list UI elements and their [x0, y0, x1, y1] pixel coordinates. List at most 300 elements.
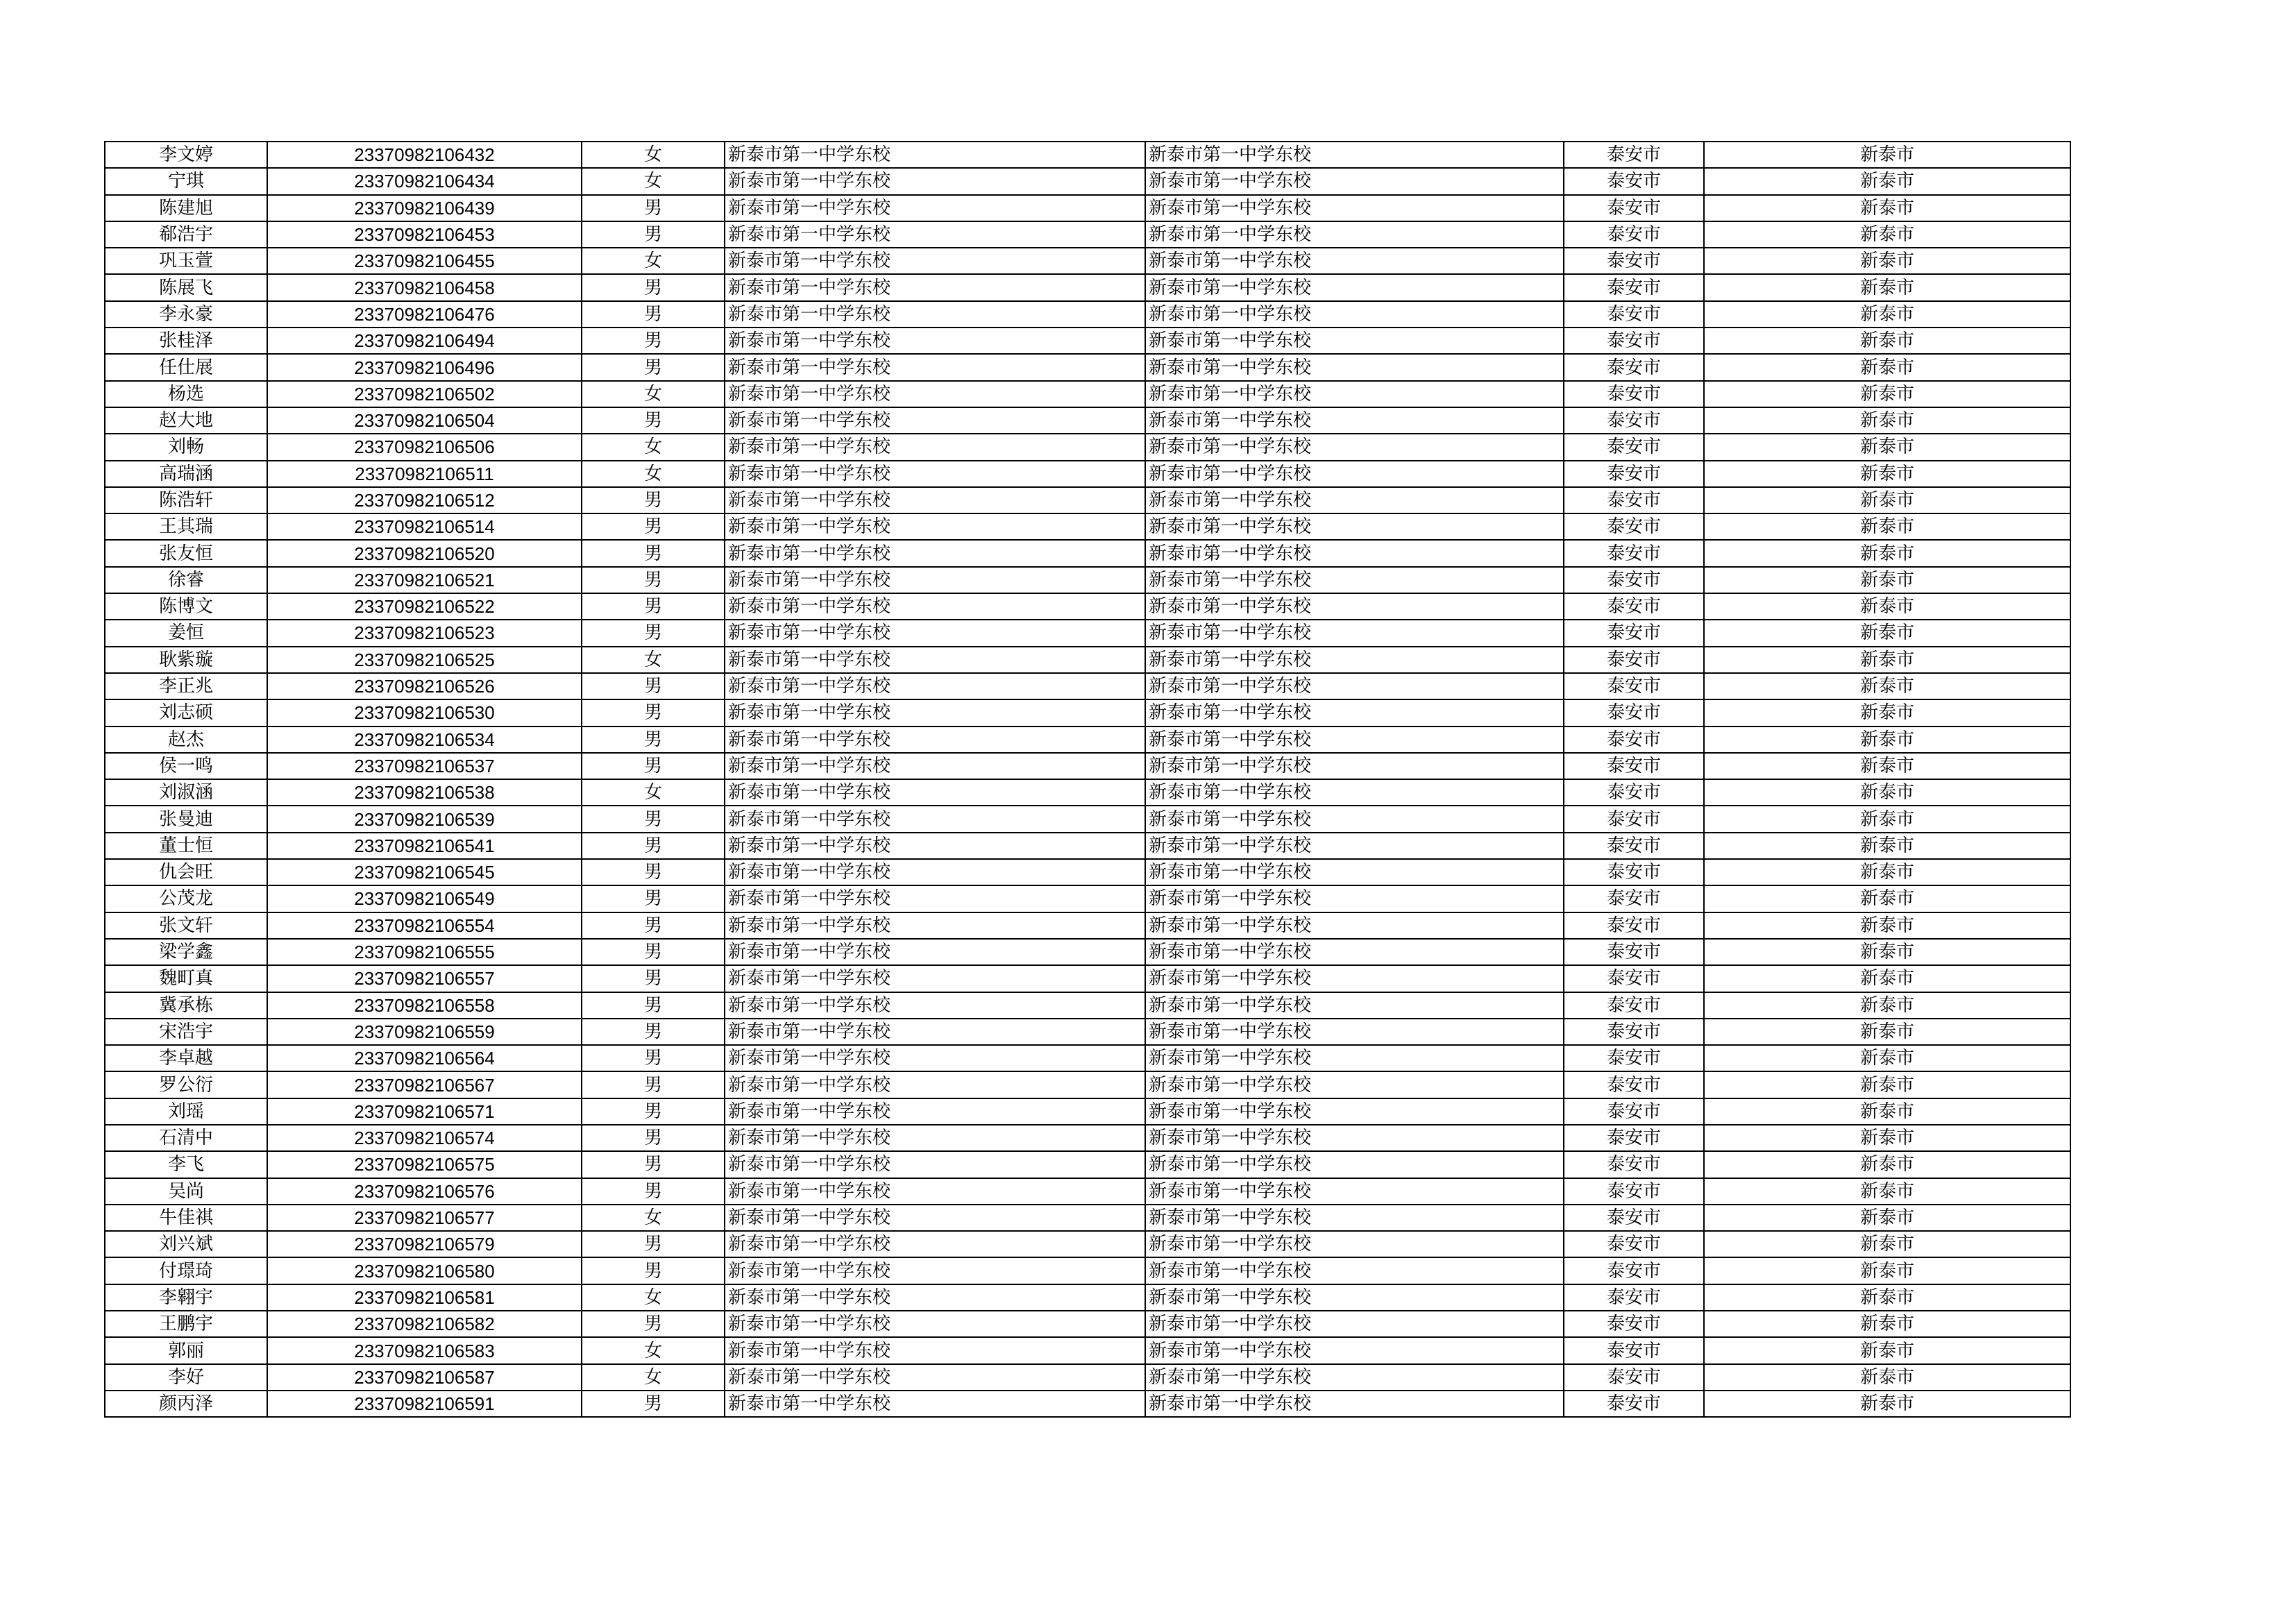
city-cell: 泰安市 — [1564, 1071, 1704, 1098]
exam-number-cell: 23370982106558 — [267, 992, 582, 1019]
county-cell: 新泰市 — [1704, 1178, 2070, 1205]
county-cell: 新泰市 — [1704, 593, 2070, 620]
table-body — [105, 142, 2070, 1417]
gender-cell: 男 — [582, 487, 725, 513]
registered-school-cell: 新泰市第一中学东校 — [1145, 673, 1564, 699]
student-name-cell: 高瑞涵 — [105, 461, 267, 487]
gender-cell: 女 — [582, 1205, 725, 1231]
school-cell: 新泰市第一中学东校 — [725, 1071, 1145, 1098]
county-cell: 新泰市 — [1704, 939, 2070, 965]
table-row — [105, 1205, 2070, 1231]
table-row — [105, 699, 2070, 726]
gender-cell: 男 — [582, 593, 725, 620]
gender-cell: 男 — [582, 1098, 725, 1125]
table-row — [105, 939, 2070, 965]
county-cell: 新泰市 — [1704, 1257, 2070, 1284]
gender-cell: 男 — [582, 567, 725, 593]
county-cell: 新泰市 — [1704, 301, 2070, 328]
city-cell: 泰安市 — [1564, 248, 1704, 274]
registered-school-cell: 新泰市第一中学东校 — [1145, 1311, 1564, 1337]
county-cell: 新泰市 — [1704, 1337, 2070, 1363]
county-cell: 新泰市 — [1704, 1311, 2070, 1337]
gender-cell: 女 — [582, 647, 725, 673]
registered-school-cell: 新泰市第一中学东校 — [1145, 274, 1564, 300]
school-cell: 新泰市第一中学东校 — [725, 195, 1145, 221]
city-cell: 泰安市 — [1564, 806, 1704, 832]
exam-number-cell: 23370982106453 — [267, 221, 582, 248]
school-cell: 新泰市第一中学东校 — [725, 487, 1145, 513]
table-row — [105, 1125, 2070, 1151]
school-cell: 新泰市第一中学东校 — [725, 593, 1145, 620]
table-row — [105, 1098, 2070, 1125]
city-cell: 泰安市 — [1564, 328, 1704, 354]
city-cell: 泰安市 — [1564, 1284, 1704, 1311]
exam-number-cell: 23370982106557 — [267, 965, 582, 992]
table-row — [105, 885, 2070, 912]
exam-number-cell: 23370982106526 — [267, 673, 582, 699]
gender-cell: 男 — [582, 1231, 725, 1257]
school-cell: 新泰市第一中学东校 — [725, 1045, 1145, 1071]
table-row — [105, 1151, 2070, 1178]
county-cell: 新泰市 — [1704, 1364, 2070, 1391]
gender-cell: 女 — [582, 142, 725, 168]
table-row — [105, 965, 2070, 992]
school-cell: 新泰市第一中学东校 — [725, 274, 1145, 300]
city-cell: 泰安市 — [1564, 301, 1704, 328]
student-name-cell: 李好 — [105, 1364, 267, 1391]
gender-cell: 女 — [582, 1337, 725, 1363]
student-name-cell: 王鹏宇 — [105, 1311, 267, 1337]
gender-cell: 男 — [582, 620, 725, 646]
city-cell: 泰安市 — [1564, 1205, 1704, 1231]
table-row — [105, 859, 2070, 885]
city-cell: 泰安市 — [1564, 1045, 1704, 1071]
school-cell: 新泰市第一中学东校 — [725, 647, 1145, 673]
student-name-cell: 李飞 — [105, 1151, 267, 1178]
registered-school-cell: 新泰市第一中学东校 — [1145, 1231, 1564, 1257]
exam-number-cell: 23370982106521 — [267, 567, 582, 593]
county-cell: 新泰市 — [1704, 833, 2070, 859]
registered-school-cell: 新泰市第一中学东校 — [1145, 806, 1564, 832]
city-cell: 泰安市 — [1564, 885, 1704, 912]
school-cell: 新泰市第一中学东校 — [725, 301, 1145, 328]
city-cell: 泰安市 — [1564, 593, 1704, 620]
gender-cell: 男 — [582, 354, 725, 380]
table-row — [105, 434, 2070, 460]
registered-school-cell: 新泰市第一中学东校 — [1145, 461, 1564, 487]
city-cell: 泰安市 — [1564, 354, 1704, 380]
city-cell: 泰安市 — [1564, 1257, 1704, 1284]
gender-cell: 男 — [582, 673, 725, 699]
table-row — [105, 1231, 2070, 1257]
student-name-cell: 张友恒 — [105, 540, 267, 566]
table-row — [105, 593, 2070, 620]
city-cell: 泰安市 — [1564, 647, 1704, 673]
student-name-cell: 徐睿 — [105, 567, 267, 593]
table-row — [105, 1364, 2070, 1391]
gender-cell: 女 — [582, 461, 725, 487]
exam-number-cell: 23370982106541 — [267, 833, 582, 859]
school-cell: 新泰市第一中学东校 — [725, 1337, 1145, 1363]
school-cell: 新泰市第一中学东校 — [725, 1311, 1145, 1337]
county-cell: 新泰市 — [1704, 513, 2070, 540]
school-cell: 新泰市第一中学东校 — [725, 142, 1145, 168]
city-cell: 泰安市 — [1564, 407, 1704, 434]
county-cell: 新泰市 — [1704, 620, 2070, 646]
county-cell: 新泰市 — [1704, 912, 2070, 939]
school-cell: 新泰市第一中学东校 — [725, 1391, 1145, 1417]
table-row — [105, 1045, 2070, 1071]
school-cell: 新泰市第一中学东校 — [725, 434, 1145, 460]
county-cell: 新泰市 — [1704, 461, 2070, 487]
county-cell: 新泰市 — [1704, 567, 2070, 593]
student-name-cell: 刘志硕 — [105, 699, 267, 726]
exam-number-cell: 23370982106496 — [267, 354, 582, 380]
table-row — [105, 1019, 2070, 1045]
city-cell: 泰安市 — [1564, 1311, 1704, 1337]
exam-number-cell: 23370982106582 — [267, 1311, 582, 1337]
city-cell: 泰安市 — [1564, 221, 1704, 248]
table-row — [105, 647, 2070, 673]
gender-cell: 男 — [582, 1045, 725, 1071]
table-row — [105, 912, 2070, 939]
table-row — [105, 328, 2070, 354]
student-name-cell: 颜丙泽 — [105, 1391, 267, 1417]
city-cell: 泰安市 — [1564, 912, 1704, 939]
county-cell: 新泰市 — [1704, 647, 2070, 673]
city-cell: 泰安市 — [1564, 381, 1704, 407]
table-row — [105, 142, 2070, 168]
student-name-cell: 张曼迪 — [105, 806, 267, 832]
gender-cell: 女 — [582, 434, 725, 460]
county-cell: 新泰市 — [1704, 753, 2070, 779]
school-cell: 新泰市第一中学东校 — [725, 407, 1145, 434]
exam-number-cell: 23370982106545 — [267, 859, 582, 885]
gender-cell: 男 — [582, 833, 725, 859]
gender-cell: 男 — [582, 1125, 725, 1151]
table-row — [105, 407, 2070, 434]
county-cell: 新泰市 — [1704, 1391, 2070, 1417]
gender-cell: 女 — [582, 168, 725, 194]
city-cell: 泰安市 — [1564, 461, 1704, 487]
gender-cell: 男 — [582, 726, 725, 753]
county-cell: 新泰市 — [1704, 699, 2070, 726]
exam-number-cell: 23370982106539 — [267, 806, 582, 832]
registered-school-cell: 新泰市第一中学东校 — [1145, 620, 1564, 646]
gender-cell: 女 — [582, 381, 725, 407]
exam-number-cell: 23370982106574 — [267, 1125, 582, 1151]
city-cell: 泰安市 — [1564, 833, 1704, 859]
table-row — [105, 168, 2070, 194]
student-name-cell: 侯一鸣 — [105, 753, 267, 779]
student-name-cell: 陈博文 — [105, 593, 267, 620]
gender-cell: 男 — [582, 806, 725, 832]
gender-cell: 男 — [582, 221, 725, 248]
student-name-cell: 李文婷 — [105, 142, 267, 168]
county-cell: 新泰市 — [1704, 221, 2070, 248]
registered-school-cell: 新泰市第一中学东校 — [1145, 1284, 1564, 1311]
student-name-cell: 刘兴斌 — [105, 1231, 267, 1257]
exam-number-cell: 23370982106432 — [267, 142, 582, 168]
student-name-cell: 赵大地 — [105, 407, 267, 434]
gender-cell: 男 — [582, 513, 725, 540]
student-name-cell: 李卓越 — [105, 1045, 267, 1071]
county-cell: 新泰市 — [1704, 1231, 2070, 1257]
registered-school-cell: 新泰市第一中学东校 — [1145, 833, 1564, 859]
school-cell: 新泰市第一中学东校 — [725, 540, 1145, 566]
gender-cell: 女 — [582, 1364, 725, 1391]
student-name-cell: 张桂泽 — [105, 328, 267, 354]
exam-number-cell: 23370982106564 — [267, 1045, 582, 1071]
registered-school-cell: 新泰市第一中学东校 — [1145, 1205, 1564, 1231]
school-cell: 新泰市第一中学东校 — [725, 248, 1145, 274]
student-name-cell: 杨选 — [105, 381, 267, 407]
gender-cell: 男 — [582, 859, 725, 885]
registered-school-cell: 新泰市第一中学东校 — [1145, 168, 1564, 194]
exam-number-cell: 23370982106580 — [267, 1257, 582, 1284]
exam-number-cell: 23370982106511 — [267, 461, 582, 487]
city-cell: 泰安市 — [1564, 859, 1704, 885]
city-cell: 泰安市 — [1564, 1098, 1704, 1125]
exam-number-cell: 23370982106502 — [267, 381, 582, 407]
student-name-cell: 郗浩宇 — [105, 221, 267, 248]
city-cell: 泰安市 — [1564, 434, 1704, 460]
exam-number-cell: 23370982106555 — [267, 939, 582, 965]
registered-school-cell: 新泰市第一中学东校 — [1145, 1257, 1564, 1284]
exam-number-cell: 23370982106522 — [267, 593, 582, 620]
county-cell: 新泰市 — [1704, 1098, 2070, 1125]
gender-cell: 男 — [582, 753, 725, 779]
county-cell: 新泰市 — [1704, 965, 2070, 992]
exam-number-cell: 23370982106581 — [267, 1284, 582, 1311]
registered-school-cell: 新泰市第一中学东校 — [1145, 939, 1564, 965]
city-cell: 泰安市 — [1564, 1337, 1704, 1363]
registered-school-cell: 新泰市第一中学东校 — [1145, 726, 1564, 753]
school-cell: 新泰市第一中学东校 — [725, 753, 1145, 779]
gender-cell: 男 — [582, 885, 725, 912]
table-row — [105, 992, 2070, 1019]
school-cell: 新泰市第一中学东校 — [725, 992, 1145, 1019]
county-cell: 新泰市 — [1704, 1151, 2070, 1178]
city-cell: 泰安市 — [1564, 1178, 1704, 1205]
table-row — [105, 620, 2070, 646]
exam-number-cell: 23370982106512 — [267, 487, 582, 513]
student-name-cell: 陈展飞 — [105, 274, 267, 300]
student-name-cell: 李永豪 — [105, 301, 267, 328]
student-name-cell: 刘淑涵 — [105, 779, 267, 806]
gender-cell: 男 — [582, 301, 725, 328]
county-cell: 新泰市 — [1704, 1284, 2070, 1311]
student-name-cell: 姜恒 — [105, 620, 267, 646]
student-name-cell: 公茂龙 — [105, 885, 267, 912]
table-row — [105, 753, 2070, 779]
exam-number-cell: 23370982106458 — [267, 274, 582, 300]
registered-school-cell: 新泰市第一中学东校 — [1145, 142, 1564, 168]
gender-cell: 男 — [582, 407, 725, 434]
gender-cell: 男 — [582, 195, 725, 221]
exam-number-cell: 23370982106439 — [267, 195, 582, 221]
registered-school-cell: 新泰市第一中学东校 — [1145, 248, 1564, 274]
school-cell: 新泰市第一中学东校 — [725, 726, 1145, 753]
exam-number-cell: 23370982106534 — [267, 726, 582, 753]
registered-school-cell: 新泰市第一中学东校 — [1145, 328, 1564, 354]
table-row — [105, 833, 2070, 859]
school-cell: 新泰市第一中学东校 — [725, 912, 1145, 939]
registered-school-cell: 新泰市第一中学东校 — [1145, 513, 1564, 540]
student-name-cell: 梁学鑫 — [105, 939, 267, 965]
registered-school-cell: 新泰市第一中学东校 — [1145, 434, 1564, 460]
county-cell: 新泰市 — [1704, 1019, 2070, 1045]
student-name-cell: 张文轩 — [105, 912, 267, 939]
table-row — [105, 1257, 2070, 1284]
table-row — [105, 1311, 2070, 1337]
city-cell: 泰安市 — [1564, 1364, 1704, 1391]
table-row — [105, 274, 2070, 300]
student-name-cell: 吴尚 — [105, 1178, 267, 1205]
gender-cell: 男 — [582, 1071, 725, 1098]
exam-number-cell: 23370982106455 — [267, 248, 582, 274]
gender-cell: 男 — [582, 540, 725, 566]
registered-school-cell: 新泰市第一中学东校 — [1145, 540, 1564, 566]
school-cell: 新泰市第一中学东校 — [725, 1125, 1145, 1151]
exam-number-cell: 23370982106576 — [267, 1178, 582, 1205]
registered-school-cell: 新泰市第一中学东校 — [1145, 354, 1564, 380]
city-cell: 泰安市 — [1564, 274, 1704, 300]
school-cell: 新泰市第一中学东校 — [725, 833, 1145, 859]
gender-cell: 男 — [582, 992, 725, 1019]
student-name-cell: 郭丽 — [105, 1337, 267, 1363]
student-roster-table — [104, 141, 2071, 1418]
city-cell: 泰安市 — [1564, 965, 1704, 992]
city-cell: 泰安市 — [1564, 168, 1704, 194]
student-name-cell: 牛佳祺 — [105, 1205, 267, 1231]
school-cell: 新泰市第一中学东校 — [725, 620, 1145, 646]
city-cell: 泰安市 — [1564, 992, 1704, 1019]
city-cell: 泰安市 — [1564, 753, 1704, 779]
student-name-cell: 陈浩轩 — [105, 487, 267, 513]
table-row — [105, 1337, 2070, 1363]
school-cell: 新泰市第一中学东校 — [725, 699, 1145, 726]
registered-school-cell: 新泰市第一中学东校 — [1145, 992, 1564, 1019]
county-cell: 新泰市 — [1704, 779, 2070, 806]
table-row — [105, 673, 2070, 699]
school-cell: 新泰市第一中学东校 — [725, 1098, 1145, 1125]
student-name-cell: 宋浩宇 — [105, 1019, 267, 1045]
school-cell: 新泰市第一中学东校 — [725, 168, 1145, 194]
school-cell: 新泰市第一中学东校 — [725, 673, 1145, 699]
gender-cell: 女 — [582, 1284, 725, 1311]
registered-school-cell: 新泰市第一中学东校 — [1145, 912, 1564, 939]
county-cell: 新泰市 — [1704, 168, 2070, 194]
county-cell: 新泰市 — [1704, 540, 2070, 566]
exam-number-cell: 23370982106494 — [267, 328, 582, 354]
registered-school-cell: 新泰市第一中学东校 — [1145, 1337, 1564, 1363]
school-cell: 新泰市第一中学东校 — [725, 1178, 1145, 1205]
student-name-cell: 董士恒 — [105, 833, 267, 859]
county-cell: 新泰市 — [1704, 487, 2070, 513]
registered-school-cell: 新泰市第一中学东校 — [1145, 647, 1564, 673]
registered-school-cell: 新泰市第一中学东校 — [1145, 407, 1564, 434]
student-name-cell: 石清中 — [105, 1125, 267, 1151]
student-name-cell: 付璟琦 — [105, 1257, 267, 1284]
county-cell: 新泰市 — [1704, 274, 2070, 300]
student-name-cell: 魏町真 — [105, 965, 267, 992]
table-row — [105, 195, 2070, 221]
school-cell: 新泰市第一中学东校 — [725, 221, 1145, 248]
exam-number-cell: 23370982106514 — [267, 513, 582, 540]
table-row — [105, 1071, 2070, 1098]
county-cell: 新泰市 — [1704, 1125, 2070, 1151]
school-cell: 新泰市第一中学东校 — [725, 939, 1145, 965]
county-cell: 新泰市 — [1704, 434, 2070, 460]
school-cell: 新泰市第一中学东校 — [725, 1019, 1145, 1045]
school-cell: 新泰市第一中学东校 — [725, 1151, 1145, 1178]
student-name-cell: 冀承栋 — [105, 992, 267, 1019]
exam-number-cell: 23370982106476 — [267, 301, 582, 328]
table-row — [105, 779, 2070, 806]
exam-number-cell: 23370982106554 — [267, 912, 582, 939]
table-row — [105, 381, 2070, 407]
exam-number-cell: 23370982106591 — [267, 1391, 582, 1417]
table-row — [105, 1391, 2070, 1417]
city-cell: 泰安市 — [1564, 487, 1704, 513]
gender-cell: 男 — [582, 1257, 725, 1284]
school-cell: 新泰市第一中学东校 — [725, 885, 1145, 912]
registered-school-cell: 新泰市第一中学东校 — [1145, 965, 1564, 992]
exam-number-cell: 23370982106587 — [267, 1364, 582, 1391]
student-name-cell: 任仕展 — [105, 354, 267, 380]
registered-school-cell: 新泰市第一中学东校 — [1145, 1125, 1564, 1151]
table-row — [105, 461, 2070, 487]
city-cell: 泰安市 — [1564, 779, 1704, 806]
table-row — [105, 1284, 2070, 1311]
registered-school-cell: 新泰市第一中学东校 — [1145, 1364, 1564, 1391]
exam-number-cell: 23370982106559 — [267, 1019, 582, 1045]
table-row — [105, 221, 2070, 248]
student-name-cell: 刘畅 — [105, 434, 267, 460]
exam-number-cell: 23370982106520 — [267, 540, 582, 566]
student-name-cell: 耿紫璇 — [105, 647, 267, 673]
gender-cell: 男 — [582, 1311, 725, 1337]
table-row — [105, 567, 2070, 593]
gender-cell: 男 — [582, 328, 725, 354]
city-cell: 泰安市 — [1564, 939, 1704, 965]
exam-number-cell: 23370982106549 — [267, 885, 582, 912]
school-cell: 新泰市第一中学东校 — [725, 461, 1145, 487]
registered-school-cell: 新泰市第一中学东校 — [1145, 1071, 1564, 1098]
exam-number-cell: 23370982106537 — [267, 753, 582, 779]
table-row — [105, 301, 2070, 328]
county-cell: 新泰市 — [1704, 1205, 2070, 1231]
county-cell: 新泰市 — [1704, 992, 2070, 1019]
student-name-cell: 刘瑶 — [105, 1098, 267, 1125]
registered-school-cell: 新泰市第一中学东校 — [1145, 381, 1564, 407]
school-cell: 新泰市第一中学东校 — [725, 1364, 1145, 1391]
registered-school-cell: 新泰市第一中学东校 — [1145, 1019, 1564, 1045]
gender-cell: 男 — [582, 912, 725, 939]
exam-number-cell: 23370982106530 — [267, 699, 582, 726]
city-cell: 泰安市 — [1564, 1019, 1704, 1045]
registered-school-cell: 新泰市第一中学东校 — [1145, 1151, 1564, 1178]
county-cell: 新泰市 — [1704, 407, 2070, 434]
school-cell: 新泰市第一中学东校 — [725, 328, 1145, 354]
school-cell: 新泰市第一中学东校 — [725, 1284, 1145, 1311]
registered-school-cell: 新泰市第一中学东校 — [1145, 593, 1564, 620]
registered-school-cell: 新泰市第一中学东校 — [1145, 195, 1564, 221]
table-row — [105, 513, 2070, 540]
student-name-cell: 李翱宇 — [105, 1284, 267, 1311]
city-cell: 泰安市 — [1564, 1391, 1704, 1417]
